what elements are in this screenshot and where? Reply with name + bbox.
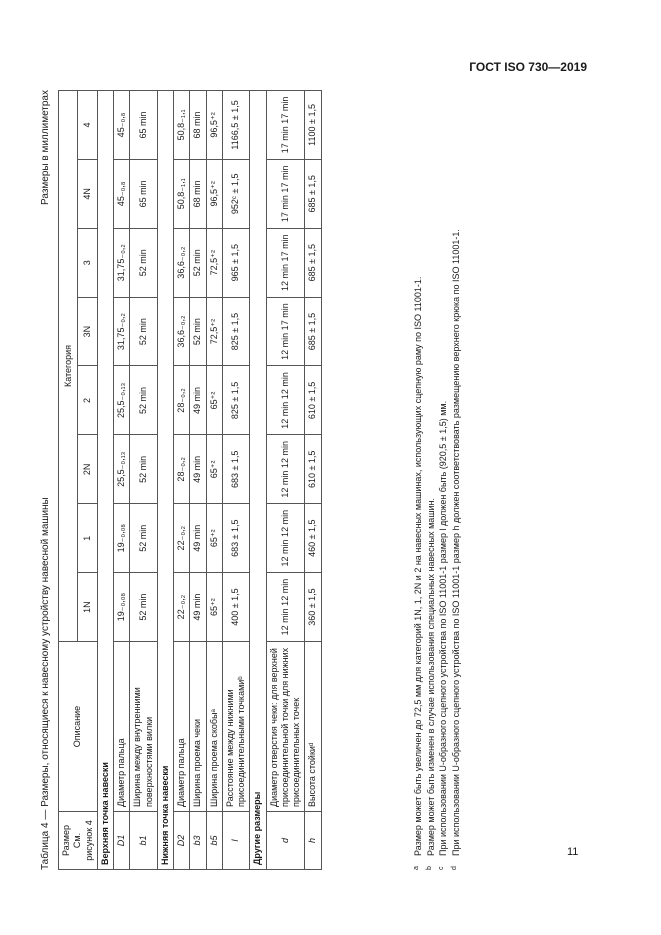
dimension-value: 65⁺²: [206, 435, 222, 504]
dimension-value: 28₋₀,₂: [174, 435, 190, 504]
dimension-value: 22₋₀,₂: [174, 504, 190, 573]
footnote-text: Размер может быть изменен в случае использования специальных навесных машин.: [425, 497, 436, 856]
dimension-value: 825 ± 1,5: [222, 297, 250, 366]
table-row: [114, 91, 130, 870]
document-code: ГОСТ ISO 730—2019: [469, 60, 587, 74]
dimension-value: 12 min 12 min: [266, 366, 305, 435]
dimension-value: 19₋₀,₀₈: [114, 573, 130, 642]
dimension-value: 49 min: [190, 573, 206, 642]
dimension-symbol: b1: [130, 812, 158, 870]
header-category: Категория: [59, 91, 78, 642]
dimension-description: Диаметр отверстия чеки: для верхней присоединительной точки для нижних присоединительных точек: [266, 642, 305, 812]
dimension-value: 22₋₀,₂: [174, 573, 190, 642]
footnote-mark: d: [450, 866, 458, 870]
dimension-value: 52 min: [130, 228, 158, 297]
category-header: 4N: [78, 159, 97, 228]
dimension-value: 68 min: [190, 91, 206, 160]
page-number: 11: [567, 846, 579, 858]
dimension-value: 52 min: [130, 366, 158, 435]
footnote: [425, 90, 438, 870]
footnote-text: Размер может быть увеличен до 72,5 мм для категорий 1N, 1, 2N и 2 на навесных машинах, использующих сцепную раму по ISO 11001-1.: [413, 276, 423, 856]
dimension-value: 49 min: [190, 366, 206, 435]
table-row: [190, 91, 206, 870]
footnote: [450, 90, 463, 870]
dimension-value: 49 min: [190, 435, 206, 504]
dimension-value: 96,5⁺²: [206, 91, 222, 160]
header-description: Описание: [59, 642, 98, 812]
footnote-mark: c: [438, 866, 446, 870]
table-row: [222, 91, 250, 870]
dimension-symbol: h: [305, 812, 321, 870]
dimension-value: 685 ± 1,5: [305, 228, 321, 297]
section-title: Нижняя точка навески: [157, 91, 173, 870]
dimension-value: 52 min: [130, 504, 158, 573]
category-header: 3: [78, 228, 97, 297]
table-row: [305, 91, 321, 870]
footnote-mark: a: [413, 866, 420, 870]
dimension-symbol: b5: [206, 812, 222, 870]
dimension-value: 45₋₀,₈: [114, 159, 130, 228]
dimension-value: 400 ± 1,5: [222, 573, 250, 642]
dimension-value: 685 ± 1,5: [305, 159, 321, 228]
dimension-value: 952ᶜ ± 1,5: [222, 159, 250, 228]
dimension-value: 72,5⁺²: [206, 297, 222, 366]
dimension-value: 25,5₋₀,₁₃: [114, 435, 130, 504]
category-header: 2: [78, 366, 97, 435]
dimensions-table: [58, 90, 322, 870]
dimension-description: Диаметр пальца: [174, 642, 190, 812]
dimension-value: 45₋₀,₈: [114, 91, 130, 160]
footnote-mark: b: [425, 866, 433, 870]
dimension-value: 12 min 12 min: [266, 504, 305, 573]
dimension-value: 65 min: [130, 91, 158, 160]
dimension-value: 610 ± 1,5: [305, 366, 321, 435]
footnote: [412, 90, 425, 870]
dimension-value: 460 ± 1,5: [305, 504, 321, 573]
dimension-value: 31,75₋₀,₂: [114, 297, 130, 366]
dimension-value: 52 min: [190, 228, 206, 297]
dimension-value: 72,5⁺²: [206, 228, 222, 297]
dimension-value: 12 min 17 min: [266, 228, 305, 297]
dimension-value: 1166,5 ± 1,5: [222, 91, 250, 160]
dimension-value: 52 min: [190, 297, 206, 366]
dimension-value: 25,5₋₀,₁₃: [114, 366, 130, 435]
dimension-value: 52 min: [130, 435, 158, 504]
dimension-value: 65⁺²: [206, 573, 222, 642]
dimension-value: 31,75₋₀,₂: [114, 228, 130, 297]
dimension-description: Расстояние между нижними присоединительными точкамиᵇ: [222, 642, 250, 812]
dimension-value: 19₋₀,₀₈: [114, 504, 130, 573]
dimension-value: 50,8₋₁,₁: [174, 159, 190, 228]
dimension-value: 65⁺²: [206, 366, 222, 435]
table-row: [174, 91, 190, 870]
dimension-symbol: D2: [174, 812, 190, 870]
dimension-value: 1100 ± 1,5: [305, 91, 321, 160]
dimension-value: 17 min 17 min: [266, 159, 305, 228]
dimension-symbol: D1: [114, 812, 130, 870]
header-size: Размер См. рисунок 4: [59, 812, 98, 870]
dimension-value: 50,8₋₁,₁: [174, 91, 190, 160]
section-title: Другие размеры: [250, 91, 266, 870]
dimension-value: 12 min 12 min: [266, 573, 305, 642]
table-body: [97, 91, 321, 870]
dimension-description: Диаметр пальца: [114, 642, 130, 812]
category-header: 3N: [78, 297, 97, 366]
dimension-value: 68 min: [190, 159, 206, 228]
dimension-description: Высота стойкиᵈ: [305, 642, 321, 812]
footnote-text: При использовании U-образного сцепного устройства по ISO 11001-1 размер l должен быть (920,5 ± 1,5) мм.: [438, 400, 449, 856]
dimension-value: 52 min: [130, 573, 158, 642]
dimension-value: 65 min: [130, 159, 158, 228]
dimension-value: 12 min 12 min: [266, 435, 305, 504]
dimension-value: 965 ± 1,5: [222, 228, 250, 297]
rotated-content: [40, 90, 520, 870]
category-header: 2N: [78, 435, 97, 504]
dimension-value: 360 ± 1,5: [305, 573, 321, 642]
category-header: 4: [78, 91, 97, 160]
section-title: Верхняя точка навески: [97, 91, 113, 870]
units-note: Размеры в миллиметрах: [40, 90, 51, 205]
dimension-value: 65⁺²: [206, 504, 222, 573]
dimension-symbol: b3: [190, 812, 206, 870]
dimension-symbol: l: [222, 812, 250, 870]
dimension-value: 28₋₀,₂: [174, 366, 190, 435]
footnote: [437, 90, 450, 870]
dimension-description: Ширина проема чеки: [190, 642, 206, 812]
dimension-value: 36,6₋₀,₂: [174, 228, 190, 297]
category-header: 1N: [78, 573, 97, 642]
dimension-value: 685 ± 1,5: [305, 297, 321, 366]
dimension-value: 683 ± 1,5: [222, 504, 250, 573]
dimension-value: 17 min 17 min: [266, 91, 305, 160]
dimension-description: Ширина между внутренними поверхностями вилки: [130, 642, 158, 812]
dimension-value: 683 ± 1,5: [222, 435, 250, 504]
dimension-value: 825 ± 1,5: [222, 366, 250, 435]
table-row: [130, 91, 158, 870]
dimension-value: 49 min: [190, 504, 206, 573]
dimension-value: 12 min 17 min: [266, 297, 305, 366]
dimension-value: 36,6₋₀,₂: [174, 297, 190, 366]
dimension-value: 52 min: [130, 297, 158, 366]
table-caption: Таблица 4 — Размеры, относящиеся к навесному устройству навесной машины: [40, 497, 51, 870]
category-header: 1: [78, 504, 97, 573]
dimension-symbol: d: [266, 812, 305, 870]
table-notes: [412, 90, 462, 870]
table-row: [266, 91, 305, 870]
table-row: [206, 91, 222, 870]
footnote-text: При использовании U-образного сцепного устройства по ISO 11001-1 размер h должен соответствовать размещению верхнего крюка по ISO 11001-1.: [450, 229, 461, 856]
dimension-description: Ширина проема скобыᵃ: [206, 642, 222, 812]
dimension-value: 96,5⁺²: [206, 159, 222, 228]
dimension-value: 610 ± 1,5: [305, 435, 321, 504]
